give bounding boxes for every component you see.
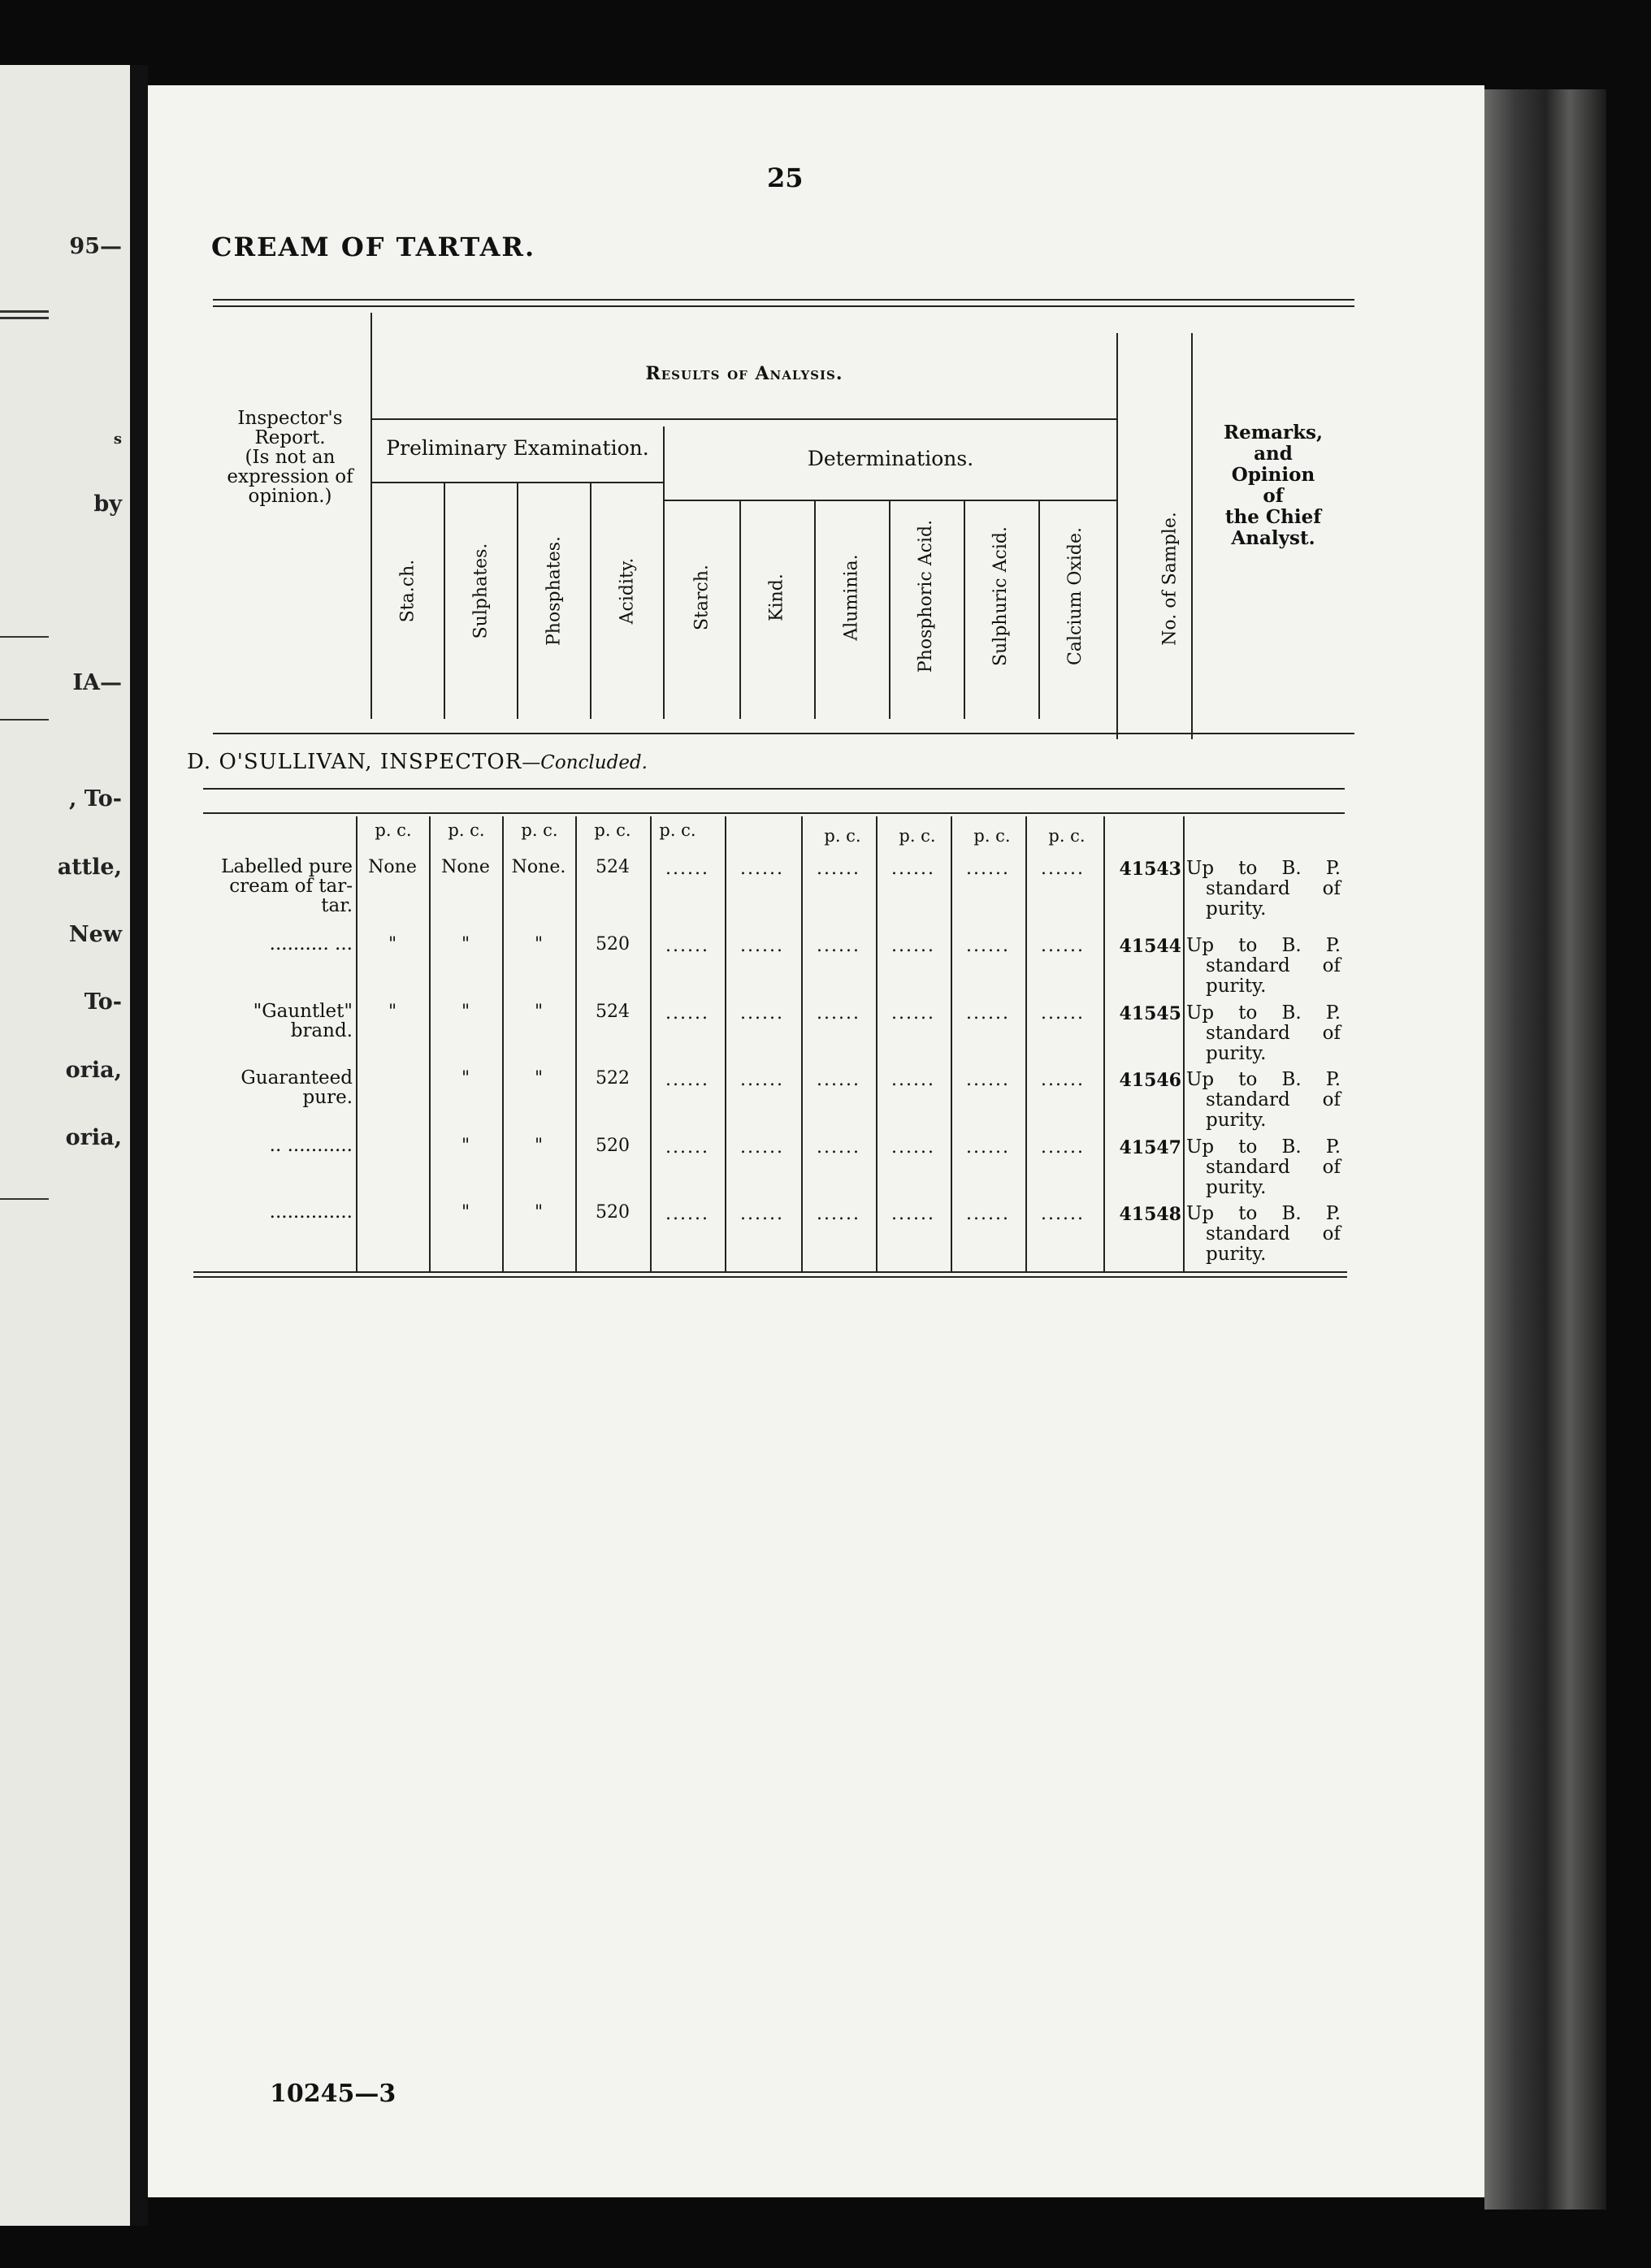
cell-sample-number: 41546 [1119,1070,1181,1091]
cell-determination: ...... [1041,936,1085,956]
cell-determination: ...... [817,859,860,879]
header-line: (Is not an [245,447,336,468]
table-bottom-rule [193,1276,1347,1278]
cell-sample-number: 41543 [1119,859,1181,880]
header-line: Remarks, [1224,422,1323,444]
column-rule [663,426,665,719]
column-rule [814,501,816,719]
col-kind: Kind. [766,573,787,621]
report-cell [193,1002,353,1041]
left-page-line: by [93,491,122,517]
document-page [148,85,1484,2197]
cell-determination: ...... [1041,859,1085,879]
results-heading: Results of Analysis. [645,363,843,384]
cell-determination: ...... [740,1003,784,1024]
table-bottom-rule [193,1271,1347,1273]
section-suffix: —Concluded. [522,752,648,773]
table-top-rule [213,305,1354,307]
report-line: tar. [321,895,353,916]
left-page-line: oria, [65,1058,122,1083]
left-page-line: To- [84,989,122,1015]
report-line: Labelled pure [221,856,353,877]
unit-label: p. c. [375,820,412,840]
left-page-rule [0,310,49,313]
unit-label: p. c. [899,826,936,846]
col-phosphoric-acid: Phosphoric Acid. [916,519,936,673]
col-sample-number: No. of Sample. [1159,512,1181,646]
column-rule [889,501,890,719]
cell-determination: ...... [665,1137,709,1158]
determinations-heading: Determinations. [807,447,974,470]
inspector-report-header [209,409,371,506]
left-page-line: s [113,431,122,448]
cell-determination: ...... [817,1204,860,1224]
header-line: Inspector's [237,408,343,429]
page-gutter [130,65,148,2226]
cell-sample-number: 41545 [1119,1003,1181,1024]
report-cell [193,1068,353,1107]
cell-sulphates: " [461,1068,470,1089]
cell-phosphates: None. [511,857,566,877]
column-rule [1103,816,1105,1271]
report-line: .......... ... [269,933,353,954]
remarks-line: Up to B. P. [1186,858,1341,879]
left-page-line: New [68,922,122,947]
table-top-rule [213,299,1354,301]
cell-determination: ...... [891,1003,935,1024]
remarks-line: purity. [1206,976,1267,997]
report-line: pure. [302,1087,353,1108]
cell-determination: ...... [966,1070,1010,1090]
left-page-rule [0,719,49,721]
cell-starch: None [368,857,417,877]
cell-starch: " [388,1002,397,1022]
remarks-line: purity. [1206,1110,1267,1131]
column-rule [444,483,445,719]
remarks-line: purity. [1206,1177,1267,1198]
header-line: expression of [227,466,353,487]
cell-determination: ...... [740,936,784,956]
section-rule [203,812,1345,814]
report-line: Guaranteed [240,1067,353,1089]
column-rule [739,501,741,719]
cell-acidity: 524 [596,857,630,877]
col-calcium-oxide: Calcium Oxide. [1065,527,1086,665]
cell-acidity: 520 [596,934,630,954]
cell-sulphates: None [441,857,490,877]
column-rule [876,816,878,1271]
book-spine [1484,89,1606,2210]
column-rule [951,816,952,1271]
cell-phosphates: " [534,1202,544,1223]
cell-determination: ...... [1041,1070,1085,1090]
cell-determination: ...... [966,1137,1010,1158]
report-line: brand. [290,1020,353,1041]
remarks-line: standard of [1206,1089,1341,1110]
report-cell [193,934,353,954]
report-line: cream of tar- [229,876,353,897]
col-starch-det: Starch. [691,564,713,631]
cell-determination: ...... [966,1204,1010,1224]
cell-determination: ...... [740,1204,784,1224]
cell-determination: ...... [891,859,935,879]
column-rule [1025,816,1027,1271]
cell-remarks [1186,1137,1341,1198]
cell-determination: ...... [891,936,935,956]
left-page-line: IA— [72,670,122,695]
cell-determination: ...... [891,1204,935,1224]
cell-determination: ...... [891,1070,935,1090]
remarks-line: purity. [1206,1244,1267,1265]
unit-label: p. c. [973,826,1011,846]
column-rule [356,816,358,1271]
report-cell [193,1136,353,1155]
left-page-line: attle, [57,855,122,880]
remarks-line: standard of [1206,1223,1341,1244]
header-line: opinion.) [248,486,332,507]
column-rule [1183,816,1185,1271]
signature-code: 10245—3 [270,2080,396,2108]
cell-determination: ...... [1041,1137,1085,1158]
cell-sulphates: " [461,1202,470,1223]
report-cell [193,1202,353,1222]
cell-determination: ...... [817,1137,860,1158]
unit-label: p. c. [594,820,631,840]
cell-sample-number: 41548 [1119,1204,1181,1225]
cell-determination: ...... [1041,1204,1085,1224]
remarks-line: Up to B. P. [1186,935,1341,956]
header-line: of [1263,485,1284,507]
left-page-fragment [0,65,130,2226]
section-rule [203,788,1345,790]
left-page-line: , To- [68,786,122,812]
cell-sulphates: " [461,1002,470,1022]
cell-determination: ...... [665,1003,709,1024]
left-page-rule [0,636,49,638]
column-rule [964,501,965,719]
report-line: "Gauntlet" [253,1001,353,1022]
remarks-line: purity. [1206,1043,1267,1064]
cell-sulphates: " [461,934,470,954]
page-title: CREAM OF TARTAR. [211,232,536,262]
remarks-line: purity. [1206,898,1267,920]
unit-label: p. c. [659,820,696,840]
cell-sulphates: " [461,1136,470,1156]
cell-determination: ...... [665,1204,709,1224]
col-acidity: Acidity. [617,557,638,625]
section-heading [187,750,648,774]
cell-remarks [1186,1070,1341,1131]
cell-acidity: 524 [596,1002,630,1022]
column-rule [725,816,726,1271]
col-aluminia: Aluminia. [841,554,862,641]
cell-phosphates: " [534,1136,544,1156]
col-sulphuric-acid: Sulphuric Acid. [990,526,1011,666]
left-page-rule [0,317,49,319]
cell-remarks [1186,1204,1341,1265]
remarks-line: Up to B. P. [1186,1203,1341,1224]
left-page-line: oria, [65,1125,122,1150]
cell-determination: ...... [966,859,1010,879]
column-rule [801,816,803,1271]
cell-determination: ...... [740,1070,784,1090]
cell-determination: ...... [665,1070,709,1090]
header-line: and [1254,443,1293,465]
cell-starch: " [388,934,397,954]
cell-phosphates: " [534,1068,544,1089]
header-line: the Chief [1224,506,1322,528]
header-rule [665,500,1116,501]
unit-label: p. c. [824,826,861,846]
header-line: Analyst. [1231,527,1315,549]
header-bottom-rule [213,733,1354,734]
unit-label: p. c. [448,820,485,840]
col-phosphates: Phosphates. [544,535,565,647]
cell-sample-number: 41547 [1119,1137,1181,1158]
header-line: Report. [254,427,326,448]
cell-remarks [1186,1003,1341,1064]
cell-determination: ...... [1041,1003,1085,1024]
cell-acidity: 522 [596,1068,630,1089]
remarks-line: Up to B. P. [1186,1069,1341,1090]
cell-phosphates: " [534,1002,544,1022]
cell-remarks [1186,859,1341,920]
cell-determination: ...... [891,1137,935,1158]
column-rule [590,483,592,719]
remarks-line: Up to B. P. [1186,1002,1341,1024]
cell-determination: ...... [817,1003,860,1024]
column-rule [650,816,652,1271]
cell-determination: ...... [740,1137,784,1158]
remarks-line: standard of [1206,1157,1341,1178]
report-line: .. ........... [269,1135,353,1156]
page-number: 25 [767,162,804,193]
column-rule [1116,333,1118,739]
unit-label: p. c. [1048,826,1086,846]
cell-determination: ...... [740,859,784,879]
report-cell [193,857,353,915]
remarks-line: standard of [1206,955,1341,976]
cell-determination: ...... [966,1003,1010,1024]
cell-determination: ...... [966,936,1010,956]
unit-label: p. c. [521,820,558,840]
cell-acidity: 520 [596,1136,630,1156]
remarks-line: standard of [1206,1023,1341,1044]
preliminary-heading: Preliminary Examination. [386,436,649,460]
cell-determination: ...... [817,936,860,956]
column-rule [1191,333,1193,739]
col-sulphates: Sulphates. [470,543,492,639]
cell-phosphates: " [534,934,544,954]
col-starch-prelim: Sta.ch. [397,559,418,623]
cell-sample-number: 41544 [1119,936,1181,957]
inspector-name: D. O'SULLIVAN, INSPECTOR [187,750,522,774]
cell-remarks [1186,936,1341,997]
report-line: .............. [269,1201,353,1223]
cell-determination: ...... [817,1070,860,1090]
header-rule [372,418,1116,420]
column-rule [517,483,518,719]
cell-determination: ...... [665,936,709,956]
remarks-line: standard of [1206,878,1341,899]
remarks-header [1196,422,1350,549]
cell-acidity: 520 [596,1202,630,1223]
left-page-rule [0,1198,49,1200]
left-page-line: 95— [69,234,122,259]
column-rule [1038,501,1040,719]
remarks-line: Up to B. P. [1186,1136,1341,1158]
header-line: Opinion [1231,464,1315,486]
cell-determination: ...... [665,859,709,879]
